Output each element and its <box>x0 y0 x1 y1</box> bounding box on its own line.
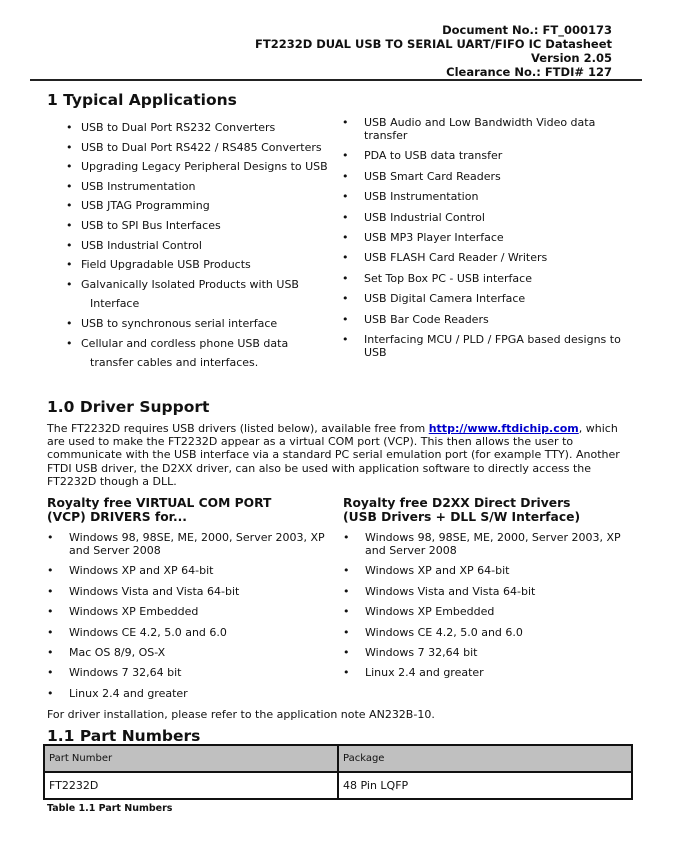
list-item: • Linux 2.4 and greater <box>343 666 630 679</box>
document-title: FT2232D DUAL USB TO SERIAL UART/FIFO IC Datasheet <box>255 37 612 51</box>
list-item: • USB MP3 Player Interface <box>342 231 629 244</box>
list-item: • USB FLASH Card Reader / Writers <box>342 251 629 264</box>
list-item: • Galvanically Isolated Products with USB Interface <box>66 275 341 314</box>
d2xx-drivers-heading: Royalty free D2XX Direct Drivers (USB Drivers + DLL S/W Interface) <box>343 496 581 524</box>
list-item: • USB Smart Card Readers <box>342 170 629 183</box>
clearance-number: Clearance No.: FTDI# 127 <box>446 65 612 79</box>
list-item: • Windows CE 4.2, 5.0 and 6.0 <box>47 626 334 639</box>
list-item: • USB Instrumentation <box>66 177 341 197</box>
list-item: • USB Bar Code Readers <box>342 313 629 326</box>
column-header-part-number: Part Number <box>44 745 338 772</box>
list-item: • Windows 98, 98SE, ME, 2000, Server 2003, XP and Server 2008 <box>47 531 334 557</box>
list-item: • Windows CE 4.2, 5.0 and 6.0 <box>343 626 630 639</box>
vcp-drivers-heading: Royalty free VIRTUAL COM PORT (VCP) DRIVERS for... <box>47 496 272 524</box>
list-item: • Windows 98, 98SE, ME, 2000, Server 2003, XP and Server 2008 <box>343 531 630 557</box>
list-item: • Windows XP Embedded <box>343 605 630 618</box>
header-rule <box>30 79 642 81</box>
part-numbers-table <box>43 744 633 800</box>
document-number: Document No.: FT_000173 <box>442 23 612 37</box>
column-header-package: Package <box>338 745 632 772</box>
section-heading-typical-applications: 1 Typical Applications <box>47 91 237 109</box>
list-item: • Linux 2.4 and greater <box>47 687 334 700</box>
list-item: • Cellular and cordless phone USB data transfer cables and interfaces. <box>66 334 341 373</box>
list-item: • USB to Dual Port RS422 / RS485 Converters <box>66 138 341 158</box>
list-item: • USB Digital Camera Interface <box>342 292 629 305</box>
list-item: • USB JTAG Programming <box>66 196 341 216</box>
document-header <box>255 23 612 79</box>
list-item: • PDA to USB data transfer <box>342 149 629 162</box>
section-heading-part-numbers: 1.1 Part Numbers <box>47 727 201 745</box>
list-item: • Windows Vista and Vista 64-bit <box>343 585 630 598</box>
table-header-row <box>44 745 632 772</box>
section-heading-driver-support: 1.0 Driver Support <box>47 398 210 416</box>
list-item: • USB Audio and Low Bandwidth Video data transfer <box>342 116 629 142</box>
list-item: • USB Industrial Control <box>342 211 629 224</box>
list-item: • USB to Dual Port RS232 Converters <box>66 118 341 138</box>
table-caption: Table 1.1 Part Numbers <box>47 803 173 814</box>
list-item: • Mac OS 8/9, OS-X <box>47 646 334 659</box>
list-item: • Windows XP and XP 64-bit <box>47 564 334 577</box>
driver-support-paragraph: The FT2232D requires USB drivers (listed below), available free from http://www.ftdichip.com, which are used to make the FT2232D appear as a virtual COM port (VCP). This then allows the user to communicate with the USB interface via a standard PC serial emulation port (for example TTY). Another FTDI USB driver, the D2XX driver, can also be used with application software to directly access the FT2232D though a DLL. <box>47 422 620 488</box>
d2xx-drivers-list <box>343 531 630 687</box>
document-version: Version 2.05 <box>531 51 612 65</box>
list-item: • USB Instrumentation <box>342 190 629 203</box>
list-item: • Field Upgradable USB Products <box>66 255 341 275</box>
list-item: • Windows XP Embedded <box>47 605 334 618</box>
list-item: • Set Top Box PC - USB interface <box>342 272 629 285</box>
list-item: • Windows Vista and Vista 64-bit <box>47 585 334 598</box>
list-item: • Interfacing MCU / PLD / FPGA based designs to USB <box>342 333 629 359</box>
list-item: • Upgrading Legacy Peripheral Designs to USB <box>66 157 341 177</box>
ftdichip-link[interactable]: http://www.ftdichip.com <box>428 422 579 435</box>
vcp-drivers-list <box>47 531 334 707</box>
list-item: • USB to SPI Bus Interfaces <box>66 216 341 236</box>
applications-list-left <box>66 118 341 373</box>
list-item: • Windows 7 32,64 bit <box>343 646 630 659</box>
list-item: • Windows 7 32,64 bit <box>47 666 334 679</box>
cell-part-number: FT2232D <box>44 772 338 799</box>
list-item: • Windows XP and XP 64-bit <box>343 564 630 577</box>
driver-installation-note: For driver installation, please refer to the application note AN232B-10. <box>47 708 435 721</box>
list-item: • USB to synchronous serial interface <box>66 314 341 334</box>
table-row <box>44 772 632 799</box>
applications-list-right <box>342 116 629 366</box>
list-item: • USB Industrial Control <box>66 236 341 256</box>
cell-package: 48 Pin LQFP <box>338 772 632 799</box>
